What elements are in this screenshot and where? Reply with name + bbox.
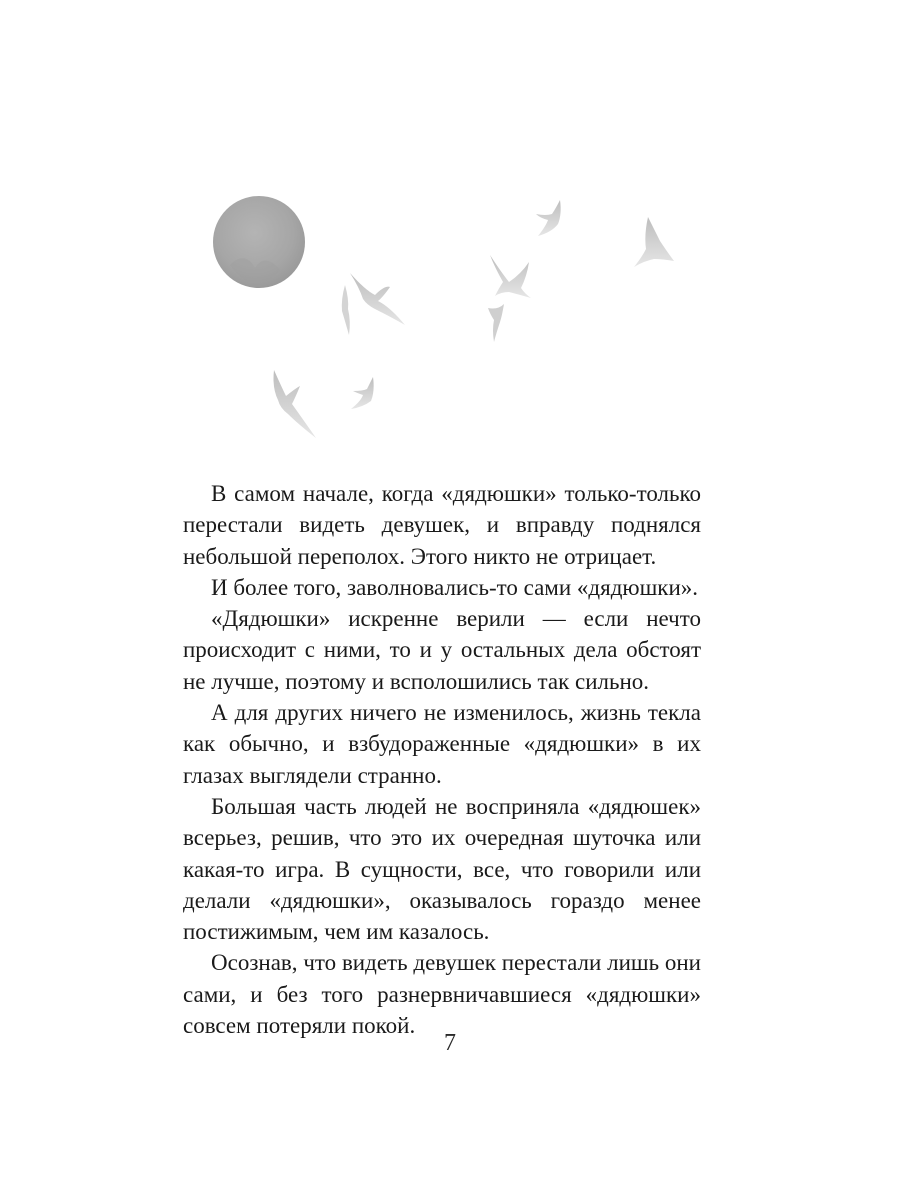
bird-icon: [490, 255, 531, 298]
paragraph: «Дядюшки» искренне верили — если нечто происходит с ними, то и у остальных дела обстоят не лучше, поэтому и всполошились так сильно.: [183, 606, 701, 694]
paragraph: В самом начале, когда «дядюшки» только-только перестали видеть девушек, и вправду поднялся небольшой переполох. Этого никто не отрицает.: [183, 481, 701, 569]
bird-icon: [488, 304, 504, 342]
bird-icon: [536, 200, 561, 236]
moon-birds-illustration: [200, 180, 700, 450]
bird-icon: [274, 370, 317, 438]
bird-icon: [350, 273, 405, 325]
bird-icon: [634, 217, 674, 267]
paragraph: А для других ничего не изменилось, жизнь текла как обычно, и взбудораженные «дядюшки» в их глазах выглядели странно.: [183, 700, 701, 788]
bird-icon: [351, 377, 374, 409]
body-text: [183, 478, 701, 1041]
moon-icon: [213, 196, 305, 288]
paragraph: И более того, заволновались-то сами «дядюшки».: [211, 574, 699, 600]
bird-icon: [342, 285, 350, 335]
paragraph: Осознав, что видеть девушек перестали лишь они сами, и без того разнервничавшиеся «дядюшки» совсем потеряли покой.: [183, 950, 701, 1039]
paragraph: Большая часть людей не восприняла «дядюшек» всерьез, решив, что это их очередная шуточка или какая-то игра. В сущности, все, что говорили или делали «дядюшки», оказывалось гораздо менее постижимым, чем им казалось.: [183, 793, 701, 945]
page-number: 7: [444, 1030, 456, 1056]
